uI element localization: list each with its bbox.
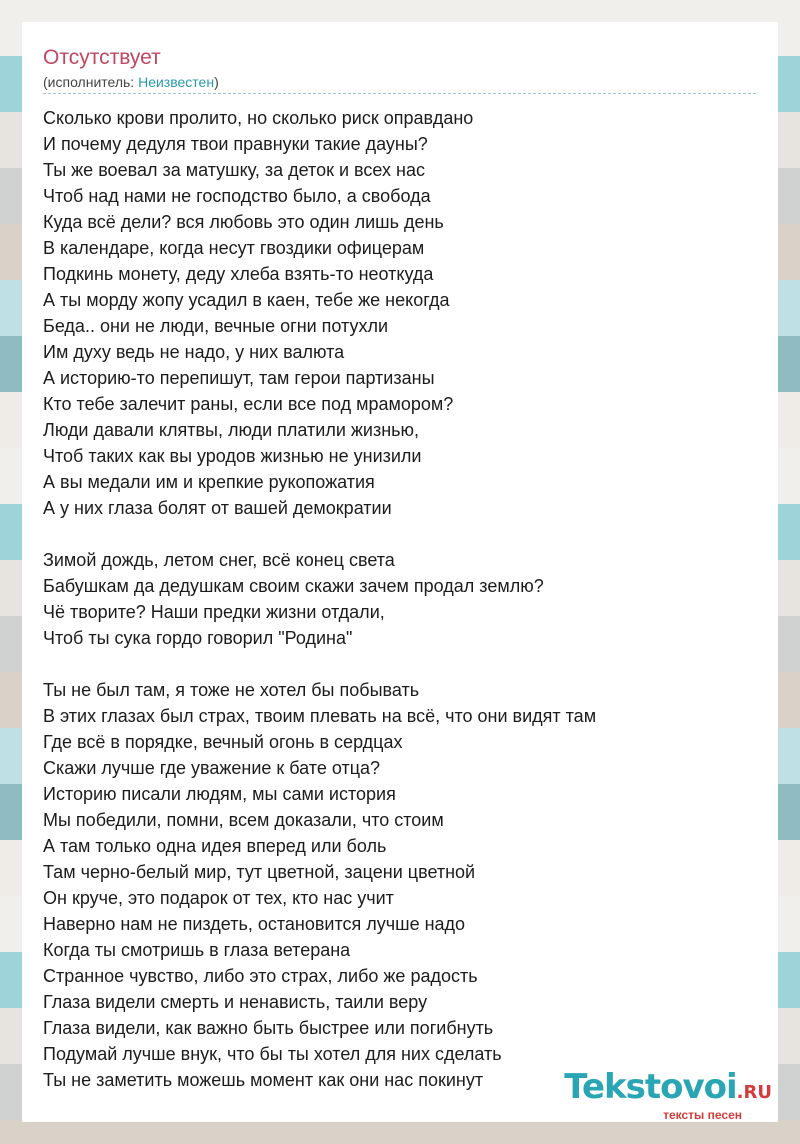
lyric-line: Ты не был там, я тоже не хотел бы побывать [43,680,420,700]
lyric-line: Когда ты смотришь в глаза ветерана [43,940,351,960]
lyric-line: Ты не заметить можешь момент как они нас покинут [43,1070,484,1090]
lyrics-text [43,105,763,1093]
artist-prefix: (исполнитель: [43,74,139,90]
lyric-line: Чтоб ты сука гордо говорил "Родина" [43,628,353,648]
lyric-line: В календаре, когда несут гвоздики офицерам [43,238,425,258]
logo-name: Tekstovoi [564,1067,737,1107]
lyric-line: Там черно-белый мир, тут цветной, зацени цветной [43,862,476,882]
lyric-line: Скажи лучше где уважение к бате отца? [43,758,381,778]
lyric-line: А у них глаза болят от вашей демократии [43,498,392,518]
lyric-blank-line [43,521,763,547]
lyrics-card [22,22,778,1122]
artist-suffix: ) [214,74,219,90]
artist-link[interactable]: Неизвестен [138,74,215,90]
lyric-line: Наверно нам не пиздеть, остановится лучше надо [43,914,466,934]
lyric-line: Он круче, это подарок от тех, кто нас учит [43,888,394,908]
song-title: Отсутствует [43,46,161,69]
lyric-line: А вы медали им и крепкие рукопожатия [43,472,375,492]
lyric-line: Ты же воевал за матушку, за деток и всех нас [43,160,425,180]
lyric-line: Люди давали клятвы, люди платили жизнью, [43,420,420,440]
artist-line [43,74,219,90]
lyric-line: А там только одна идея вперед или боль [43,836,387,856]
logo-wordmark [564,1067,772,1110]
lyric-line: В этих глазах был страх, твоим плевать на всё, что они видят там [43,706,597,726]
lyric-line: Им духу ведь не надо, у них валюта [43,342,345,362]
lyric-line: Кто тебе залечит раны, если все под мрамором? [43,394,454,414]
lyric-line: Чтоб над нами не господство было, а свобода [43,186,431,206]
lyric-line: Историю писали людям, мы сами история [43,784,396,804]
logo-tagline: тексты песен [663,1108,742,1122]
lyric-line: Чтоб таких как вы уродов жизнью не унизили [43,446,422,466]
lyric-line: Беда.. они не люди, вечные огни потухли [43,316,389,336]
lyric-line: И почему дедуля твои правнуки такие дауны? [43,134,428,154]
lyric-line: Сколько крови пролито, но сколько риск оправдано [43,108,474,128]
lyric-line: Подкинь монету, деду хлеба взять-то неоткуда [43,264,434,284]
lyric-line: Глаза видели смерть и ненависть, таили веру [43,992,428,1012]
title-divider [43,93,756,94]
lyric-line: Зимой дождь, летом снег, всё конец света [43,550,395,570]
lyric-line: А ты морду жопу усадил в каен, тебе же некогда [43,290,450,310]
lyric-line: Подумай лучше внук, что бы ты хотел для них сделать [43,1044,502,1064]
lyric-line: Куда всё дели? вся любовь это один лишь день [43,212,444,232]
lyric-line: Странное чувство, либо это страх, либо же радость [43,966,478,986]
site-logo[interactable] [564,1067,772,1122]
lyric-blank-line [43,651,763,677]
lyric-line: Где всё в порядке, вечный огонь в сердцах [43,732,403,752]
lyric-line: Мы победили, помни, всем доказали, что стоим [43,810,444,830]
lyric-line: Бабушкам да дедушкам своим скажи зачем продал землю? [43,576,544,596]
lyric-line: А историю-то перепишут, там герои партизаны [43,368,435,388]
logo-tld: .RU [736,1082,772,1103]
lyric-line: Глаза видели, как важно быть быстрее или погибнуть [43,1018,494,1038]
lyric-line: Чё творите? Наши предки жизни отдали, [43,602,385,622]
